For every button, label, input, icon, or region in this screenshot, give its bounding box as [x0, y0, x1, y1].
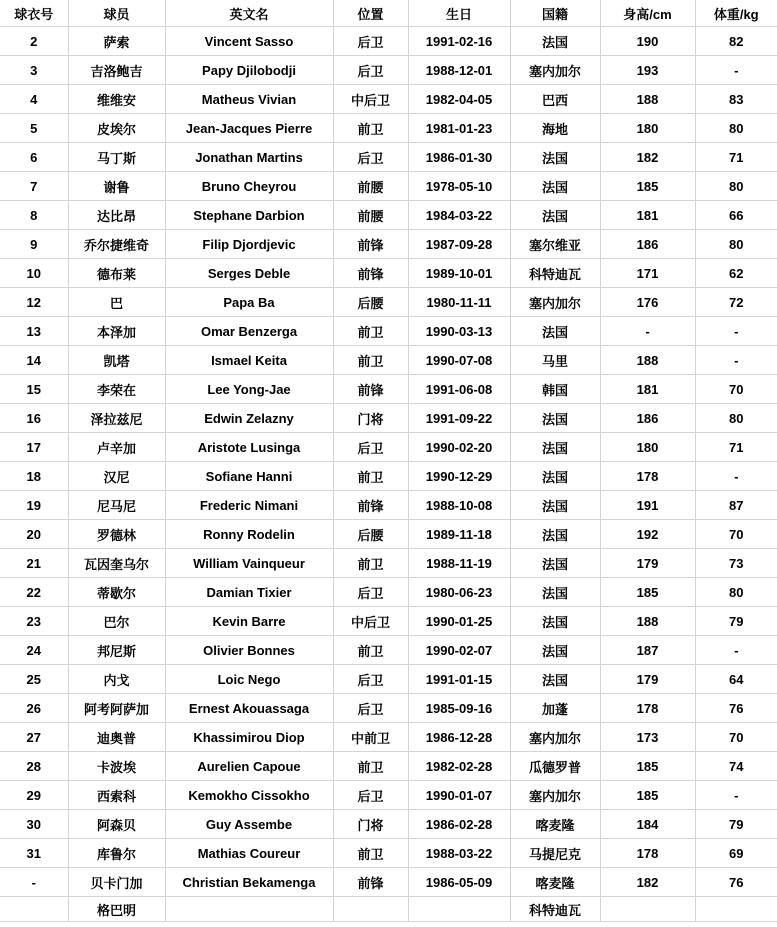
cell-nationality: 喀麦隆 [510, 868, 600, 897]
column-header-nationality: 国籍 [510, 0, 600, 27]
cell-height: 179 [600, 665, 695, 694]
cell-height: 182 [600, 868, 695, 897]
cell-name-en: Christian Bekamenga [165, 868, 333, 897]
cell-name-en: Aristote Lusinga [165, 433, 333, 462]
table-row [0, 520, 777, 549]
cell-position: 前卫 [333, 549, 408, 578]
table-row [0, 288, 777, 317]
cell-weight: 64 [695, 665, 777, 694]
cell-height: 173 [600, 723, 695, 752]
cell-position: 前卫 [333, 839, 408, 868]
cell-height: 171 [600, 259, 695, 288]
cell-birthday: 1982-04-05 [408, 85, 510, 114]
cell-name-cn: 巴 [68, 288, 165, 317]
cell-height: 186 [600, 230, 695, 259]
cell-nationality: 塞内加尔 [510, 781, 600, 810]
column-header-height: 身高/cm [600, 0, 695, 27]
cell-jersey: - [0, 868, 68, 897]
cell-birthday: 1988-11-19 [408, 549, 510, 578]
cell-birthday: 1980-11-11 [408, 288, 510, 317]
cell-position: 中后卫 [333, 85, 408, 114]
cell-name-en: Damian Tixier [165, 578, 333, 607]
cell-jersey: 12 [0, 288, 68, 317]
cell-jersey: 30 [0, 810, 68, 839]
cell-birthday: 1989-11-18 [408, 520, 510, 549]
table-row [0, 230, 777, 259]
cell-weight: 62 [695, 259, 777, 288]
cell-height: 185 [600, 752, 695, 781]
cell-jersey: 27 [0, 723, 68, 752]
column-header-position: 位置 [333, 0, 408, 27]
cell-weight: 70 [695, 375, 777, 404]
cell-jersey: 8 [0, 201, 68, 230]
cell-name-cn: 罗德林 [68, 520, 165, 549]
cell-height: - [600, 317, 695, 346]
table-row [0, 27, 777, 56]
cell-nationality: 塞尔维亚 [510, 230, 600, 259]
cell-nationality: 法国 [510, 201, 600, 230]
cell-height: 178 [600, 694, 695, 723]
cell-height: 185 [600, 781, 695, 810]
cell-weight: 76 [695, 868, 777, 897]
cell-name-cn: 乔尔捷维奇 [68, 230, 165, 259]
cell-position: 前卫 [333, 636, 408, 665]
table-row [0, 317, 777, 346]
cell-name-en: Papy Djilobodji [165, 56, 333, 85]
cell-weight: 79 [695, 810, 777, 839]
cell-position: 前卫 [333, 317, 408, 346]
cell-nationality: 法国 [510, 520, 600, 549]
cell-name-cn: 内戈 [68, 665, 165, 694]
table-row [0, 781, 777, 810]
cell-jersey: 7 [0, 172, 68, 201]
cell-name-cn: 邦尼斯 [68, 636, 165, 665]
cell-name-en: Lee Yong-Jae [165, 375, 333, 404]
cell-jersey: 4 [0, 85, 68, 114]
cell-nationality: 瓜德罗普 [510, 752, 600, 781]
column-header-jersey: 球衣号 [0, 0, 68, 27]
cell-position: 后卫 [333, 665, 408, 694]
cell-weight: - [695, 462, 777, 491]
cell-nationality: 加蓬 [510, 694, 600, 723]
cell-jersey: 10 [0, 259, 68, 288]
cell-height: 178 [600, 839, 695, 868]
cell-weight: 80 [695, 404, 777, 433]
table-row [0, 549, 777, 578]
cell-nationality: 巴西 [510, 85, 600, 114]
table-row [0, 201, 777, 230]
cell-nationality: 法国 [510, 172, 600, 201]
table-row [0, 868, 777, 897]
cell-jersey: 31 [0, 839, 68, 868]
cell-name-cn: 李荣在 [68, 375, 165, 404]
table-row [0, 607, 777, 636]
cell-weight: 74 [695, 752, 777, 781]
column-header-name-en: 英文名 [165, 0, 333, 27]
column-header-name-cn: 球员 [68, 0, 165, 27]
table-row [0, 259, 777, 288]
cell-position: 后卫 [333, 694, 408, 723]
cell-jersey: 25 [0, 665, 68, 694]
table-header-row [0, 0, 777, 27]
cell-position: 后卫 [333, 27, 408, 56]
cell-jersey: 13 [0, 317, 68, 346]
cell-birthday: 1991-02-16 [408, 27, 510, 56]
cell-jersey: 5 [0, 114, 68, 143]
cell-jersey: 23 [0, 607, 68, 636]
cell-weight: 80 [695, 578, 777, 607]
cell-weight: 87 [695, 491, 777, 520]
cell-nationality: 法国 [510, 636, 600, 665]
cell-height: 184 [600, 810, 695, 839]
cell-position: 门将 [333, 404, 408, 433]
cell-name-en: Ronny Rodelin [165, 520, 333, 549]
cell-jersey: 2 [0, 27, 68, 56]
cell-birthday: 1988-10-08 [408, 491, 510, 520]
cell-name-cn: 迪奥普 [68, 723, 165, 752]
cell-nationality: 法国 [510, 665, 600, 694]
cell-name-cn: 库鲁尔 [68, 839, 165, 868]
cell-name-en: Omar Benzerga [165, 317, 333, 346]
cell-nationality: 喀麦隆 [510, 810, 600, 839]
cell-weight: - [695, 317, 777, 346]
cell-nationality: 海地 [510, 114, 600, 143]
cell-position: 后卫 [333, 578, 408, 607]
cell-height: 187 [600, 636, 695, 665]
cell-nationality: 塞内加尔 [510, 288, 600, 317]
cell-name-cn: 阿考阿萨加 [68, 694, 165, 723]
cell-jersey: 19 [0, 491, 68, 520]
cell-name-en: Frederic Nimani [165, 491, 333, 520]
cell-birthday: 1986-01-30 [408, 143, 510, 172]
cell-birthday: 1986-02-28 [408, 810, 510, 839]
cell-name-en: Edwin Zelazny [165, 404, 333, 433]
cell-position [333, 897, 408, 922]
cell-name-en: Khassimirou Diop [165, 723, 333, 752]
cell-position: 前卫 [333, 462, 408, 491]
table-row [0, 143, 777, 172]
cell-name-cn: 马丁斯 [68, 143, 165, 172]
cell-name-en: Aurelien Capoue [165, 752, 333, 781]
cell-position: 后腰 [333, 288, 408, 317]
cell-height: 191 [600, 491, 695, 520]
table-row [0, 578, 777, 607]
table-row [0, 723, 777, 752]
cell-height: 180 [600, 114, 695, 143]
cell-jersey: 29 [0, 781, 68, 810]
cell-name-en: Filip Djordjevic [165, 230, 333, 259]
cell-weight: - [695, 636, 777, 665]
cell-name-en: Stephane Darbion [165, 201, 333, 230]
cell-nationality: 科特迪瓦 [510, 897, 600, 922]
cell-height: 180 [600, 433, 695, 462]
cell-jersey [0, 897, 68, 922]
cell-name-en [165, 897, 333, 922]
cell-jersey: 9 [0, 230, 68, 259]
cell-weight: 71 [695, 143, 777, 172]
cell-jersey: 28 [0, 752, 68, 781]
cell-name-cn: 巴尔 [68, 607, 165, 636]
cell-name-en: William Vainqueur [165, 549, 333, 578]
cell-jersey: 14 [0, 346, 68, 375]
cell-birthday: 1988-12-01 [408, 56, 510, 85]
cell-weight: 70 [695, 723, 777, 752]
cell-height: 190 [600, 27, 695, 56]
cell-weight: 83 [695, 85, 777, 114]
cell-jersey: 15 [0, 375, 68, 404]
table-row [0, 114, 777, 143]
table-row [0, 404, 777, 433]
cell-height: 193 [600, 56, 695, 85]
cell-jersey: 24 [0, 636, 68, 665]
cell-name-cn: 卡波埃 [68, 752, 165, 781]
cell-birthday: 1986-12-28 [408, 723, 510, 752]
cell-birthday: 1990-02-07 [408, 636, 510, 665]
cell-nationality: 法国 [510, 404, 600, 433]
cell-height: 178 [600, 462, 695, 491]
cell-height: 181 [600, 375, 695, 404]
cell-weight: - [695, 781, 777, 810]
cell-name-cn: 卢辛加 [68, 433, 165, 462]
cell-nationality: 法国 [510, 27, 600, 56]
cell-nationality: 法国 [510, 549, 600, 578]
cell-name-en: Matheus Vivian [165, 85, 333, 114]
table-row [0, 491, 777, 520]
cell-birthday: 1991-06-08 [408, 375, 510, 404]
cell-weight: 76 [695, 694, 777, 723]
cell-birthday: 1990-02-20 [408, 433, 510, 462]
cell-jersey: 17 [0, 433, 68, 462]
table-row [0, 462, 777, 491]
cell-name-en: Mathias Coureur [165, 839, 333, 868]
cell-weight: 73 [695, 549, 777, 578]
cell-name-en: Ernest Akouassaga [165, 694, 333, 723]
table-head [0, 0, 777, 27]
cell-position: 前锋 [333, 230, 408, 259]
cell-name-en: Sofiane Hanni [165, 462, 333, 491]
cell-height: 176 [600, 288, 695, 317]
column-header-weight: 体重/kg [695, 0, 777, 27]
cell-name-cn: 萨索 [68, 27, 165, 56]
cell-position: 中后卫 [333, 607, 408, 636]
cell-name-en: Jonathan Martins [165, 143, 333, 172]
cell-name-cn: 格巴明 [68, 897, 165, 922]
cell-name-en: Kemokho Cissokho [165, 781, 333, 810]
cell-name-cn: 西索科 [68, 781, 165, 810]
cell-weight: 82 [695, 27, 777, 56]
cell-name-en: Ismael Keita [165, 346, 333, 375]
cell-height: 188 [600, 346, 695, 375]
cell-jersey: 6 [0, 143, 68, 172]
cell-birthday: 1985-09-16 [408, 694, 510, 723]
cell-name-en: Olivier Bonnes [165, 636, 333, 665]
cell-nationality: 法国 [510, 491, 600, 520]
table-row [0, 172, 777, 201]
table-body [0, 27, 777, 922]
cell-weight: 80 [695, 114, 777, 143]
cell-birthday: 1988-03-22 [408, 839, 510, 868]
cell-birthday: 1990-01-07 [408, 781, 510, 810]
column-header-birthday: 生日 [408, 0, 510, 27]
cell-position: 中前卫 [333, 723, 408, 752]
cell-name-en: Vincent Sasso [165, 27, 333, 56]
cell-weight: 80 [695, 172, 777, 201]
cell-position: 前卫 [333, 114, 408, 143]
cell-position: 后卫 [333, 781, 408, 810]
cell-height: 182 [600, 143, 695, 172]
cell-birthday: 1990-03-13 [408, 317, 510, 346]
cell-name-cn: 本泽加 [68, 317, 165, 346]
cell-position: 后卫 [333, 433, 408, 462]
cell-name-cn: 阿森贝 [68, 810, 165, 839]
cell-weight [695, 897, 777, 922]
cell-weight: 69 [695, 839, 777, 868]
cell-height: 179 [600, 549, 695, 578]
cell-birthday: 1989-10-01 [408, 259, 510, 288]
cell-nationality: 法国 [510, 143, 600, 172]
cell-height: 188 [600, 85, 695, 114]
cell-position: 后卫 [333, 143, 408, 172]
cell-height: 188 [600, 607, 695, 636]
cell-weight: - [695, 56, 777, 85]
cell-name-en: Kevin Barre [165, 607, 333, 636]
cell-jersey: 21 [0, 549, 68, 578]
cell-name-cn: 吉洛鲍吉 [68, 56, 165, 85]
cell-nationality: 法国 [510, 462, 600, 491]
cell-position: 后腰 [333, 520, 408, 549]
cell-nationality: 科特迪瓦 [510, 259, 600, 288]
cell-weight: 80 [695, 230, 777, 259]
cell-position: 前腰 [333, 172, 408, 201]
cell-nationality: 法国 [510, 607, 600, 636]
cell-position: 前卫 [333, 346, 408, 375]
cell-name-cn: 皮埃尔 [68, 114, 165, 143]
cell-birthday: 1980-06-23 [408, 578, 510, 607]
cell-name-cn: 凯塔 [68, 346, 165, 375]
cell-name-en: Papa Ba [165, 288, 333, 317]
cell-nationality: 法国 [510, 578, 600, 607]
cell-birthday: 1991-09-22 [408, 404, 510, 433]
cell-birthday: 1982-02-28 [408, 752, 510, 781]
cell-height: 192 [600, 520, 695, 549]
table-row [0, 694, 777, 723]
cell-jersey: 26 [0, 694, 68, 723]
cell-position: 前卫 [333, 752, 408, 781]
cell-position: 前锋 [333, 868, 408, 897]
cell-name-cn: 德布莱 [68, 259, 165, 288]
table-row [0, 375, 777, 404]
cell-birthday: 1990-07-08 [408, 346, 510, 375]
cell-name-cn: 泽拉兹尼 [68, 404, 165, 433]
cell-birthday: 1990-12-29 [408, 462, 510, 491]
cell-jersey: 22 [0, 578, 68, 607]
cell-name-en: Bruno Cheyrou [165, 172, 333, 201]
table-row [0, 56, 777, 85]
cell-weight: 79 [695, 607, 777, 636]
table-row [0, 839, 777, 868]
cell-name-cn: 瓦因奎乌尔 [68, 549, 165, 578]
cell-name-en: Loic Nego [165, 665, 333, 694]
table-row [0, 346, 777, 375]
cell-position: 前腰 [333, 201, 408, 230]
cell-height: 181 [600, 201, 695, 230]
cell-height: 186 [600, 404, 695, 433]
cell-nationality: 法国 [510, 433, 600, 462]
cell-position: 门将 [333, 810, 408, 839]
cell-weight: - [695, 346, 777, 375]
cell-name-en: Jean-Jacques Pierre [165, 114, 333, 143]
cell-nationality: 马提尼克 [510, 839, 600, 868]
cell-name-en: Serges Deble [165, 259, 333, 288]
cell-nationality: 塞内加尔 [510, 723, 600, 752]
cell-weight: 71 [695, 433, 777, 462]
cell-jersey: 16 [0, 404, 68, 433]
table-row [0, 752, 777, 781]
cell-position: 前锋 [333, 491, 408, 520]
table-row [0, 636, 777, 665]
cell-birthday: 1987-09-28 [408, 230, 510, 259]
cell-name-cn: 达比昂 [68, 201, 165, 230]
cell-name-cn: 汉尼 [68, 462, 165, 491]
cell-nationality: 马里 [510, 346, 600, 375]
cell-birthday [408, 897, 510, 922]
cell-birthday: 1991-01-15 [408, 665, 510, 694]
cell-birthday: 1986-05-09 [408, 868, 510, 897]
cell-position: 后卫 [333, 56, 408, 85]
cell-weight: 70 [695, 520, 777, 549]
cell-birthday: 1978-05-10 [408, 172, 510, 201]
cell-name-cn: 尼马尼 [68, 491, 165, 520]
table-row [0, 665, 777, 694]
cell-nationality: 法国 [510, 317, 600, 346]
cell-birthday: 1984-03-22 [408, 201, 510, 230]
cell-nationality: 韩国 [510, 375, 600, 404]
cell-name-cn: 维维安 [68, 85, 165, 114]
cell-height: 185 [600, 172, 695, 201]
cell-weight: 66 [695, 201, 777, 230]
table-row [0, 433, 777, 462]
cell-height: 185 [600, 578, 695, 607]
cell-name-en: Guy Assembe [165, 810, 333, 839]
cell-jersey: 18 [0, 462, 68, 491]
table-row [0, 810, 777, 839]
cell-name-cn: 蒂歇尔 [68, 578, 165, 607]
cell-weight: 72 [695, 288, 777, 317]
cell-name-cn: 贝卡门加 [68, 868, 165, 897]
cell-height [600, 897, 695, 922]
table-row [0, 897, 777, 922]
cell-birthday: 1981-01-23 [408, 114, 510, 143]
cell-position: 前锋 [333, 375, 408, 404]
cell-birthday: 1990-01-25 [408, 607, 510, 636]
cell-nationality: 塞内加尔 [510, 56, 600, 85]
cell-jersey: 20 [0, 520, 68, 549]
table-row [0, 85, 777, 114]
cell-jersey: 3 [0, 56, 68, 85]
cell-name-cn: 谢鲁 [68, 172, 165, 201]
cell-position: 前锋 [333, 259, 408, 288]
